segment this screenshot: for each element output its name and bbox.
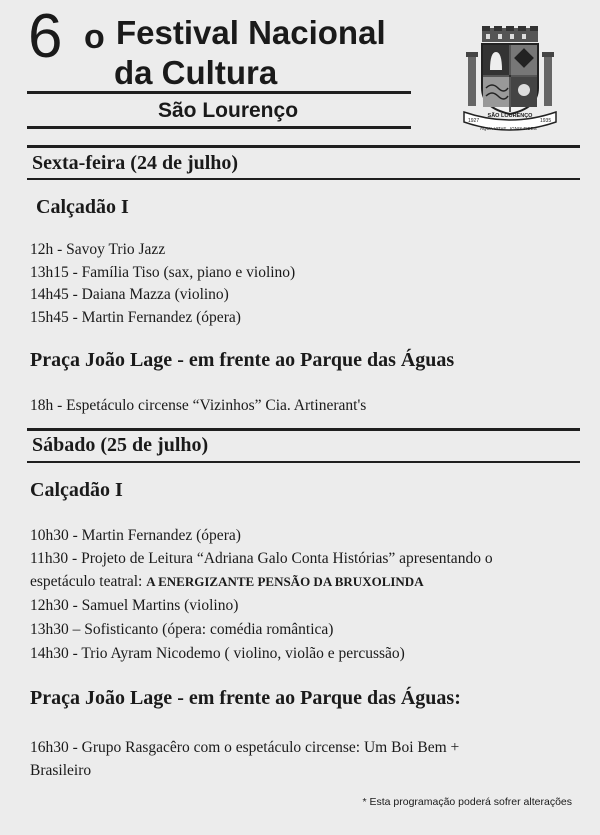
festival-title-line2: da Cultura bbox=[114, 54, 278, 91]
schedule-item: 12h30 - Samuel Martins (violino) bbox=[30, 597, 239, 614]
day-divider bbox=[27, 461, 580, 463]
edition-number: 6 bbox=[28, 2, 62, 71]
venue-calcadao-friday: Calçadão I bbox=[36, 196, 129, 218]
crest-year-right: 1935 bbox=[540, 118, 552, 124]
venue-praca-saturday: Praça João Lage - em frente ao Parque das Águas: bbox=[30, 687, 461, 709]
venue-calcadao-saturday: Calçadão I bbox=[30, 479, 123, 501]
show-title: A ENERGIZANTE PENSÃO DA BRUXOLINDA bbox=[146, 574, 424, 589]
footer-note: * Esta programação poderá sofrer alterações bbox=[362, 796, 572, 808]
schedule-item: 16h30 - Grupo Rasgacêro com o espetáculo circense: Um Boi Bem + bbox=[30, 739, 460, 756]
day-title-saturday: Sábado (25 de julho) bbox=[32, 434, 209, 456]
schedule-item-text: espetáculo teatral: bbox=[30, 573, 147, 590]
day-divider bbox=[27, 145, 580, 148]
schedule-item: 14h30 - Trio Ayram Nicodemo ( violino, violão e percussão) bbox=[30, 645, 405, 662]
crest-motto-right: IGNIS FIDES bbox=[510, 126, 537, 131]
title-divider-bottom bbox=[27, 126, 411, 129]
schedule-item: Brasileiro bbox=[30, 762, 92, 779]
title-divider bbox=[27, 91, 411, 94]
schedule-item: 12h - Savoy Trio Jazz bbox=[30, 241, 166, 258]
venue-praca-friday: Praça João Lage - em frente ao Parque das Águas bbox=[30, 349, 455, 371]
schedule-item: 10h30 - Martin Fernandez (ópera) bbox=[30, 527, 241, 544]
day-divider bbox=[27, 178, 580, 180]
schedule-item: 18h - Espetáculo circense “Vizinhos” Cia. Artinerant's bbox=[30, 397, 367, 414]
day-divider bbox=[27, 428, 580, 431]
festival-title-line1: Festival Nacional bbox=[116, 14, 386, 51]
crest-motto-left: AQUA VITAE bbox=[480, 126, 507, 131]
edition-ordinal: o bbox=[84, 18, 105, 56]
day-title-friday: Sexta-feira (24 de julho) bbox=[32, 152, 239, 174]
crest-year-left: 1927 bbox=[468, 118, 480, 124]
schedule-item: 11h30 - Projeto de Leitura “Adriana Galo Conta Histórias” apresentando o bbox=[30, 550, 493, 567]
schedule-item bbox=[30, 573, 424, 591]
schedule-item: 14h45 - Daiana Mazza (violino) bbox=[30, 286, 229, 303]
crest-ribbon-text: SÃO LOURENÇO bbox=[487, 113, 533, 119]
schedule-item: 13h15 - Família Tiso (sax, piano e violino) bbox=[30, 264, 296, 281]
schedule-item: 15h45 - Martin Fernandez (ópera) bbox=[30, 309, 241, 326]
schedule-item: 13h30 – Sofisticanto (ópera: comédia romântica) bbox=[30, 621, 334, 638]
city-name: São Lourenço bbox=[158, 99, 299, 122]
